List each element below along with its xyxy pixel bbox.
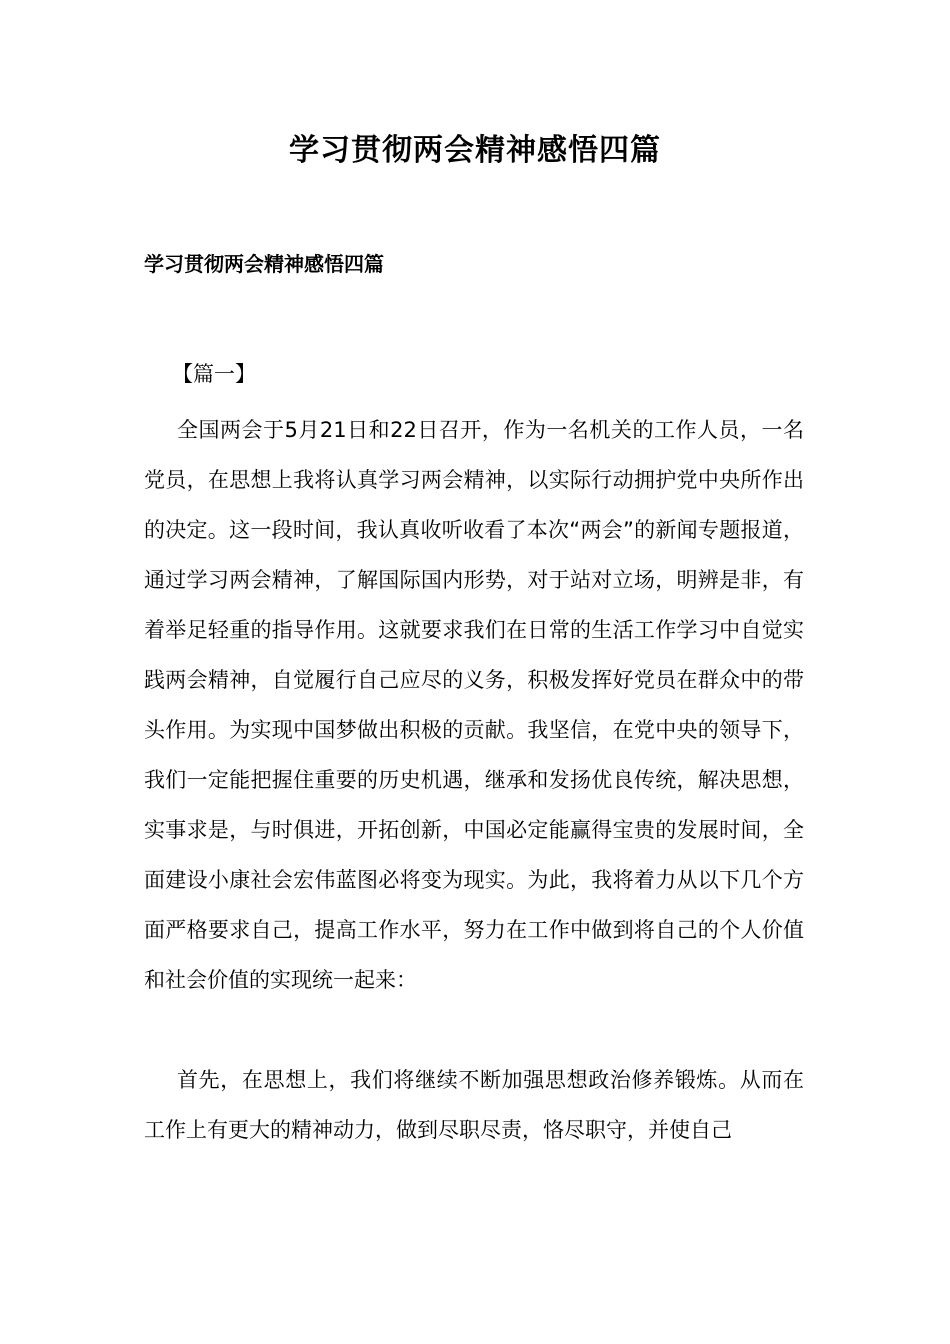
body-paragraph-1: 全国两会于5月21日和22日召开，作为一名机关的工作人员，一名党员，在思想上我将认真学习两会精神，以实际行动拥护党中央所作出的决定。这一段时间，我认真收听收看了本次“两会”的新闻专题报道，通过学习两会精神，了解国际国内形势，对于站对立场，明辨是非，有着举足轻重的指导作用。这就要求我们在日常的生活工作学习中自觉实践两会精神，自觉履行自己应尽的义务，积极发挥好党员在群众中的带头作用。为实现中国梦做出积极的贡献。我坚信，在党中央的领导下，我们一定能把握住重要的历史机遇，继承和发扬优良传统，解决思想，实事求是，与时俱进，开拓创新，中国必定能赢得宝贵的发展时间，全面建设小康社会宏伟蓝图必将变为现实。为此，我将着力从以下几个方面严格要求自己，提高工作水平，努力在工作中做到将自己的个人价值和社会价值的实现统一起来： xyxy=(144,418,804,992)
section-label: 【篇一】 xyxy=(172,362,256,386)
document-title: 学习贯彻两会精神感悟四篇 xyxy=(289,133,661,168)
body-paragraph-2: 首先，在思想上，我们将继续不断加强思想政治修养锻炼。从而在工作上有更大的精神动力，做到尽职尽责，恪尽职守，并使自己 xyxy=(144,1068,804,1142)
document-subtitle: 学习贯彻两会精神感悟四篇 xyxy=(144,252,384,276)
